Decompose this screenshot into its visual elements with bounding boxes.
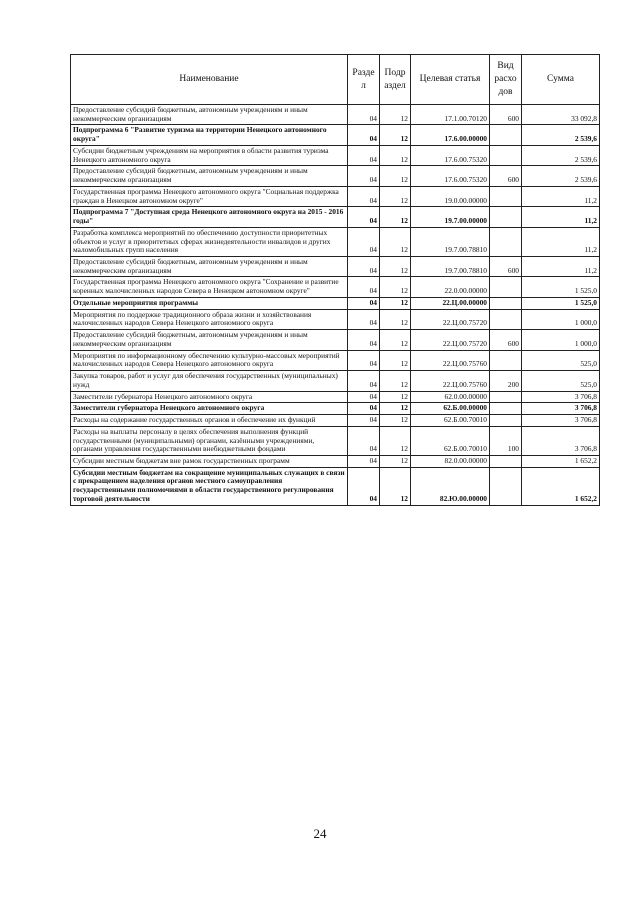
- cell-podrazdel: 12: [380, 145, 411, 165]
- cell-vid: 600: [490, 105, 522, 125]
- cell-razdel: 04: [348, 125, 380, 145]
- cell-tselevaya: 22.0.00.00000: [411, 277, 490, 297]
- cell-tselevaya: 62.Б.00.00000: [411, 403, 490, 415]
- cell-summa: 3 706,8: [522, 403, 600, 415]
- cell-vid: [490, 415, 522, 427]
- cell-vid: [490, 145, 522, 165]
- cell-summa: 1 652,2: [522, 455, 600, 467]
- cell-summa: 11,2: [522, 227, 600, 256]
- cell-vid: [490, 350, 522, 370]
- budget-table: [70, 54, 600, 506]
- table-row: [71, 309, 600, 329]
- cell-summa: 11,2: [522, 186, 600, 206]
- cell-name: Мероприятия по информационному обеспечению культурно-массовых мероприятий малочисленных народов Севера Ненецкого автономного округа: [71, 350, 348, 370]
- header-vid: Вид расхо дов: [490, 55, 522, 105]
- table-row: [71, 391, 600, 403]
- cell-vid: 200: [490, 371, 522, 391]
- cell-podrazdel: 12: [380, 125, 411, 145]
- cell-name: Государственная программа Ненецкого автономного округа "Сохранение и развитие коренных малочисленных народов Севера в Ненецком автономном округе": [71, 277, 348, 297]
- cell-podrazdel: 12: [380, 350, 411, 370]
- cell-vid: [490, 186, 522, 206]
- cell-vid: [490, 277, 522, 297]
- cell-name: Отдельные мероприятия программы: [71, 297, 348, 309]
- cell-tselevaya: 82.0.00.00000: [411, 455, 490, 467]
- cell-summa: 2 539,6: [522, 166, 600, 186]
- page-number: 24: [313, 826, 327, 841]
- table-row: [71, 371, 600, 391]
- table-row: [71, 297, 600, 309]
- table-row: [71, 426, 600, 455]
- cell-tselevaya: 19.7.00.00000: [411, 207, 490, 227]
- cell-summa: 2 539,6: [522, 145, 600, 165]
- cell-podrazdel: 12: [380, 166, 411, 186]
- cell-summa: 1 000,0: [522, 309, 600, 329]
- cell-tselevaya: 22.Ц.00.75760: [411, 350, 490, 370]
- cell-name: Заместители губернатора Ненецкого автономного округа: [71, 391, 348, 403]
- cell-podrazdel: 12: [380, 403, 411, 415]
- table-row: [71, 277, 600, 297]
- table-row: [71, 455, 600, 467]
- table-row: [71, 125, 600, 145]
- cell-razdel: 04: [348, 166, 380, 186]
- table-row: [71, 467, 600, 505]
- cell-summa: 525,0: [522, 371, 600, 391]
- cell-podrazdel: 12: [380, 309, 411, 329]
- cell-summa: 2 539,6: [522, 125, 600, 145]
- cell-razdel: 04: [348, 455, 380, 467]
- cell-podrazdel: 12: [380, 415, 411, 427]
- cell-razdel: 04: [348, 277, 380, 297]
- cell-name: Подпрограмма 6 "Развитие туризма на территории Ненецкого автономного округа": [71, 125, 348, 145]
- cell-vid: 600: [490, 166, 522, 186]
- cell-razdel: 04: [348, 145, 380, 165]
- cell-name: Предоставление субсидий бюджетным, автономным учреждениям и иным некоммерческим организациям: [71, 257, 348, 277]
- cell-summa: 1 000,0: [522, 330, 600, 350]
- cell-tselevaya: 62.Б.00.70010: [411, 415, 490, 427]
- cell-name: Расходы на выплаты персоналу в целях обеспечения выполнения функций государственными (муниципальными) органами, казёнными учреждениями, органами управления государственными внебюджетными фондами: [71, 426, 348, 455]
- cell-razdel: 04: [348, 257, 380, 277]
- table-row: [71, 145, 600, 165]
- cell-razdel: 04: [348, 467, 380, 505]
- cell-podrazdel: 12: [380, 467, 411, 505]
- table-header-row: [71, 55, 600, 105]
- cell-podrazdel: 12: [380, 391, 411, 403]
- cell-tselevaya: 22.Ц.00.75720: [411, 330, 490, 350]
- cell-vid: [490, 227, 522, 256]
- cell-summa: 3 706,8: [522, 426, 600, 455]
- cell-name: Подпрограмма 7 "Доступная среда Ненецкого автономного округа на 2015 - 2016 годы": [71, 207, 348, 227]
- cell-summa: 525,0: [522, 350, 600, 370]
- table-row: [71, 415, 600, 427]
- table-row: [71, 403, 600, 415]
- cell-tselevaya: 19.0.00.00000: [411, 186, 490, 206]
- cell-razdel: 04: [348, 207, 380, 227]
- cell-vid: [490, 297, 522, 309]
- cell-vid: [490, 403, 522, 415]
- cell-summa: 11,2: [522, 257, 600, 277]
- cell-razdel: 04: [348, 350, 380, 370]
- cell-vid: [490, 125, 522, 145]
- cell-razdel: 04: [348, 415, 380, 427]
- cell-name: Разработка комплекса мероприятий по обеспечению доступности приоритетных объектов и услуг в приоритетных сферах жизнедеятельности инвалидов и других маломобильных групп населения: [71, 227, 348, 256]
- cell-podrazdel: 12: [380, 186, 411, 206]
- table-row: [71, 105, 600, 125]
- cell-tselevaya: 19.7.00.78810: [411, 227, 490, 256]
- cell-name: Предоставление субсидий бюджетным, автономным учреждениям и иным некоммерческим организациям: [71, 105, 348, 125]
- header-tselevaya: Целевая статья: [411, 55, 490, 105]
- cell-razdel: 04: [348, 371, 380, 391]
- table-row: [71, 186, 600, 206]
- cell-razdel: 04: [348, 227, 380, 256]
- cell-tselevaya: 19.7.00.78810: [411, 257, 490, 277]
- table-row: [71, 350, 600, 370]
- cell-summa: 3 706,8: [522, 391, 600, 403]
- cell-summa: 3 706,8: [522, 415, 600, 427]
- cell-razdel: 04: [348, 297, 380, 309]
- cell-razdel: 04: [348, 391, 380, 403]
- cell-tselevaya: 62.0.00.00000: [411, 391, 490, 403]
- cell-name: Субсидии местным бюджетам на сокращение муниципальных служащих в связи с прекращением наделения органов местного самоуправления государственными полномочиями в области государственного регулирования торговой деятельности: [71, 467, 348, 505]
- cell-vid: [490, 467, 522, 505]
- cell-tselevaya: 22.Ц.00.75720: [411, 309, 490, 329]
- cell-podrazdel: 12: [380, 277, 411, 297]
- table-row: [71, 330, 600, 350]
- cell-summa: 1 525,0: [522, 277, 600, 297]
- cell-vid: [490, 391, 522, 403]
- cell-razdel: 04: [348, 186, 380, 206]
- cell-summa: 1 652,2: [522, 467, 600, 505]
- header-summa: Сумма: [522, 55, 600, 105]
- cell-tselevaya: 22.Ц.00.00000: [411, 297, 490, 309]
- cell-podrazdel: 12: [380, 455, 411, 467]
- cell-vid: [490, 309, 522, 329]
- cell-vid: [490, 207, 522, 227]
- table-row: [71, 227, 600, 256]
- cell-razdel: 04: [348, 309, 380, 329]
- cell-name: Мероприятия по поддержке традиционного образа жизни и хозяйствования малочисленных народов Севера Ненецкого автономного округа: [71, 309, 348, 329]
- cell-name: Расходы на содержание государственных органов и обеспечение их функций: [71, 415, 348, 427]
- cell-razdel: 04: [348, 105, 380, 125]
- header-name: Наименование: [71, 55, 348, 105]
- cell-tselevaya: 17.6.00.75320: [411, 145, 490, 165]
- cell-summa: 1 525,0: [522, 297, 600, 309]
- cell-podrazdel: 12: [380, 227, 411, 256]
- cell-tselevaya: 62.Б.00.70010: [411, 426, 490, 455]
- cell-vid: [490, 455, 522, 467]
- cell-podrazdel: 12: [380, 330, 411, 350]
- cell-podrazdel: 12: [380, 426, 411, 455]
- cell-tselevaya: 17.6.00.75320: [411, 166, 490, 186]
- table-row: [71, 257, 600, 277]
- cell-tselevaya: 82.Ю.00.00000: [411, 467, 490, 505]
- cell-razdel: 04: [348, 330, 380, 350]
- cell-podrazdel: 12: [380, 371, 411, 391]
- cell-tselevaya: 17.6.00.00000: [411, 125, 490, 145]
- table-row: [71, 207, 600, 227]
- cell-razdel: 04: [348, 403, 380, 415]
- cell-summa: 33 092,8: [522, 105, 600, 125]
- cell-vid: 600: [490, 330, 522, 350]
- table-body: [71, 105, 600, 506]
- cell-tselevaya: 17.1.00.70120: [411, 105, 490, 125]
- cell-podrazdel: 12: [380, 105, 411, 125]
- cell-vid: 600: [490, 257, 522, 277]
- cell-summa: 11,2: [522, 207, 600, 227]
- cell-podrazdel: 12: [380, 257, 411, 277]
- cell-name: Субсидии бюджетным учреждениям на мероприятия в области развития туризма Ненецкого автономного округа: [71, 145, 348, 165]
- header-podrazdel: Подр аздел: [380, 55, 411, 105]
- cell-name: Заместители губернатора Ненецкого автономного округа: [71, 403, 348, 415]
- table-row: [71, 166, 600, 186]
- cell-name: Субсидии местным бюджетам вне рамок государственных программ: [71, 455, 348, 467]
- cell-tselevaya: 22.Ц.00.75760: [411, 371, 490, 391]
- cell-podrazdel: 12: [380, 297, 411, 309]
- cell-name: Предоставление субсидий бюджетным, автономным учреждениям и иным некоммерческим организациям: [71, 330, 348, 350]
- cell-razdel: 04: [348, 426, 380, 455]
- cell-name: Закупка товаров, работ и услуг для обеспечения государственных (муниципальных) нужд: [71, 371, 348, 391]
- cell-name: Государственная программа Ненецкого автономного округа "Социальная поддержка граждан в Ненецком автономном округе": [71, 186, 348, 206]
- cell-name: Предоставление субсидий бюджетным, автономным учреждениям и иным некоммерческим организациям: [71, 166, 348, 186]
- header-razdel: Разде л: [348, 55, 380, 105]
- cell-podrazdel: 12: [380, 207, 411, 227]
- cell-vid: 100: [490, 426, 522, 455]
